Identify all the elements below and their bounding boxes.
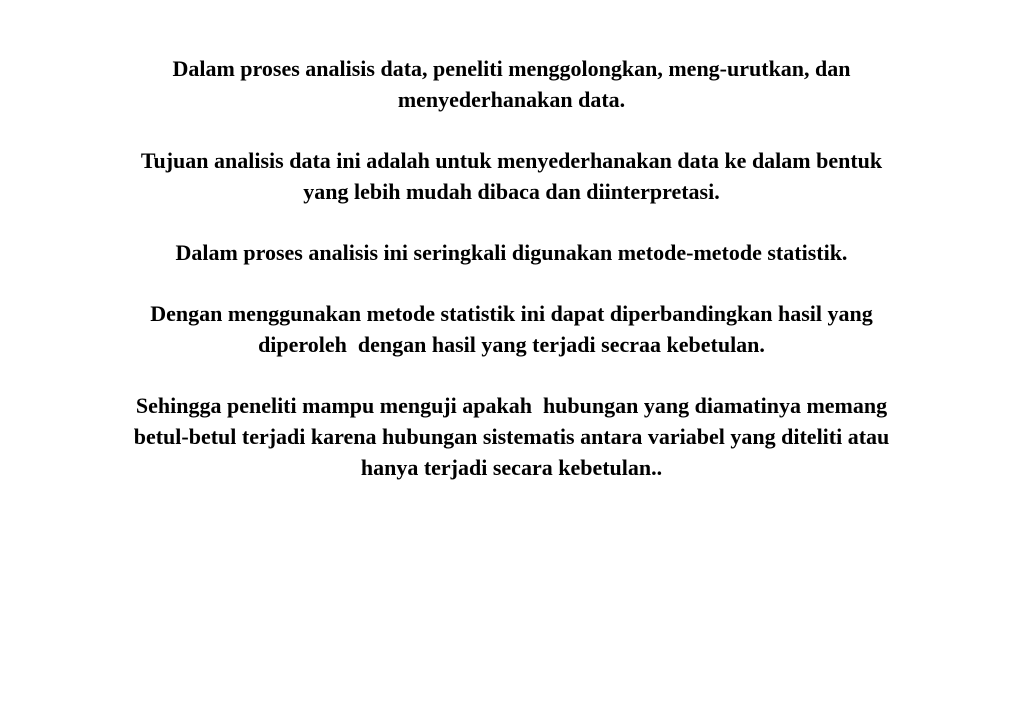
paragraph-statistical-methods: Dalam proses analisis ini seringkali digunakan metode-metode statistik.	[175, 240, 848, 265]
paragraph-data-analysis-process: Dalam proses analisis data, peneliti menggolongkan, meng-urutkan, dan menyederhanakan data.	[172, 56, 851, 112]
paragraph-comparison: Dengan menggunakan metode statistik ini dapat diperbandingkan hasil yang diperoleh dengan hasil yang terjadi secraa kebetulan.	[150, 301, 873, 357]
paragraph-analysis-purpose: Tujuan analisis data ini adalah untuk menyederhanakan data ke dalam bentuk yang lebih mudah dibaca dan diinterpretasi.	[140, 148, 883, 204]
paragraph-conclusion: Sehingga peneliti mampu menguji apakah hubungan yang diamatinya memang betul-betul terjadi karena hubungan sistematis antara variabel yang diteliti atau hanya terjadi secara kebetulan..	[133, 393, 890, 480]
